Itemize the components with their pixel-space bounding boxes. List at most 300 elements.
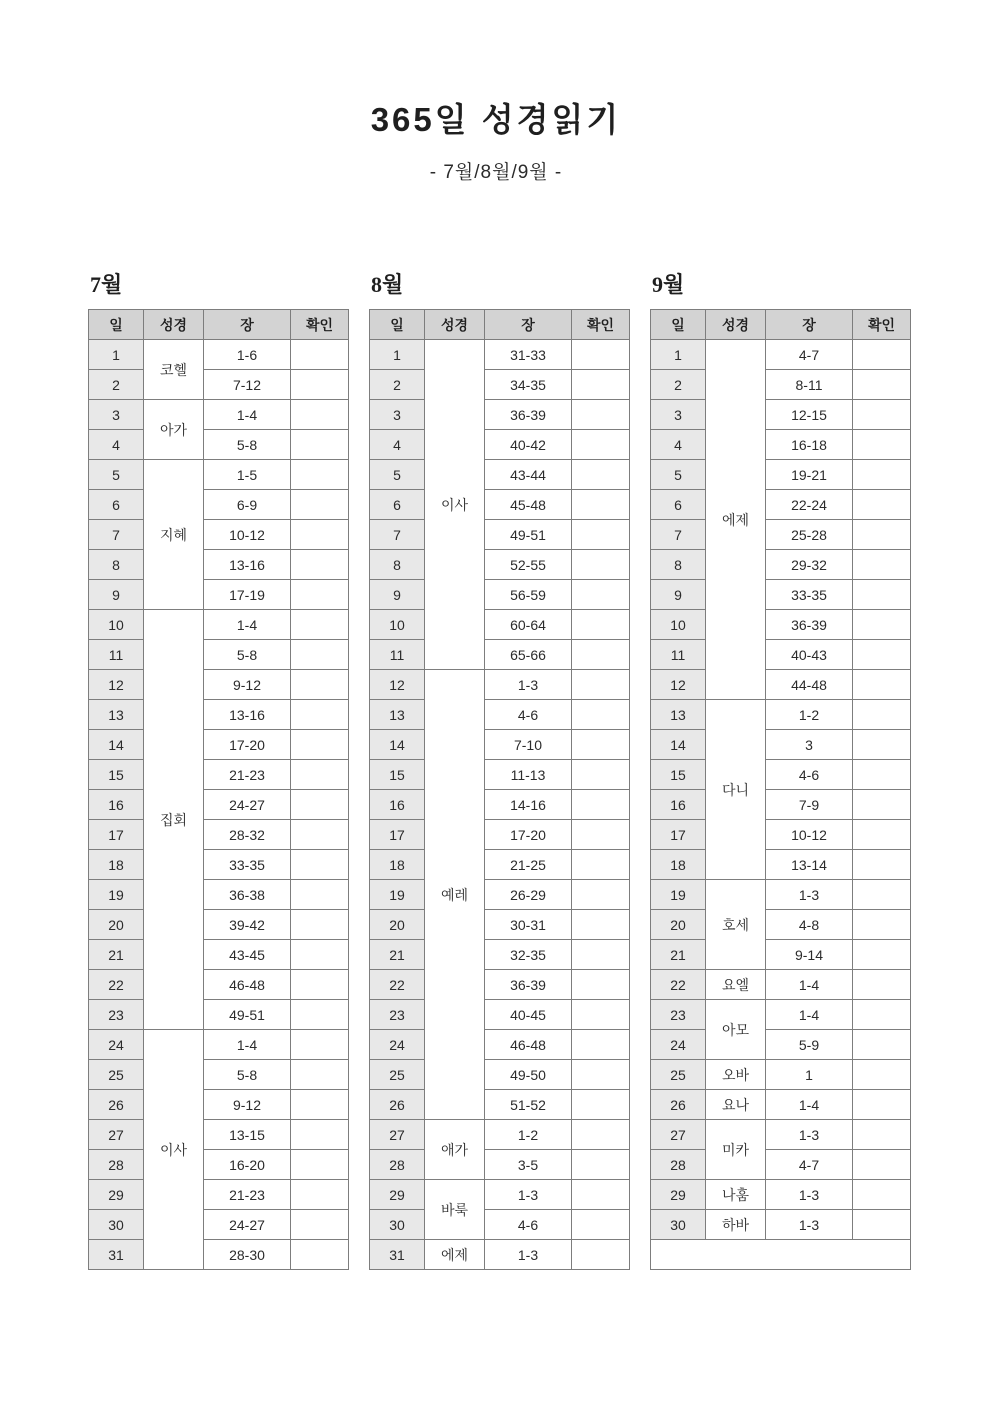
empty-row-cell [651,1240,911,1270]
day-cell: 3 [651,400,706,430]
check-cell [291,460,349,490]
table-row [370,880,630,910]
column-header: 확인 [572,310,630,340]
table-row [89,820,349,850]
book-cell: 에제 [425,1240,485,1270]
day-cell: 26 [89,1090,144,1120]
table-row [89,370,349,400]
check-cell [572,430,630,460]
check-cell [291,400,349,430]
table-row [370,940,630,970]
check-cell [572,1090,630,1120]
table-row [89,760,349,790]
table-row [370,490,630,520]
day-cell: 22 [89,970,144,1000]
table-row [89,460,349,490]
check-cell [291,670,349,700]
chapters-cell: 40-43 [766,640,853,670]
day-cell: 15 [651,760,706,790]
table-row [89,970,349,1000]
book-cell: 아가 [144,400,204,460]
day-cell: 14 [370,730,425,760]
table-row [651,760,911,790]
table-row [370,790,630,820]
chapters-cell: 26-29 [485,880,572,910]
chapters-cell: 1-4 [204,610,291,640]
check-cell [853,760,911,790]
chapters-cell: 17-20 [485,820,572,850]
column-header: 장 [485,310,572,340]
chapters-cell: 36-39 [485,400,572,430]
chapters-cell: 31-33 [485,340,572,370]
book-cell: 요엘 [706,970,766,1000]
chapters-cell: 9-12 [204,670,291,700]
chapters-cell: 46-48 [485,1030,572,1060]
chapters-cell: 60-64 [485,610,572,640]
day-cell: 29 [89,1180,144,1210]
table-row [370,1060,630,1090]
check-cell [291,340,349,370]
check-cell [291,1240,349,1270]
chapters-cell: 13-15 [204,1120,291,1150]
chapters-cell: 40-42 [485,430,572,460]
table-row [651,910,911,940]
check-cell [853,910,911,940]
table-row [370,700,630,730]
day-cell: 3 [89,400,144,430]
table-row [370,670,630,700]
check-cell [291,580,349,610]
day-cell: 23 [89,1000,144,1030]
check-cell [572,850,630,880]
chapters-cell: 1-4 [204,1030,291,1060]
table-row [651,700,911,730]
check-cell [572,1240,630,1270]
day-cell: 27 [651,1120,706,1150]
chapters-cell: 29-32 [766,550,853,580]
day-cell: 21 [89,940,144,970]
check-cell [572,490,630,520]
check-cell [291,970,349,1000]
chapters-cell: 7-12 [204,370,291,400]
day-cell: 25 [651,1060,706,1090]
table-row [370,370,630,400]
day-cell: 18 [89,850,144,880]
table-row [89,850,349,880]
check-cell [291,1180,349,1210]
chapters-cell: 10-12 [204,520,291,550]
table-row [89,730,349,760]
column-header: 성경 [144,310,204,340]
chapters-cell: 25-28 [766,520,853,550]
check-cell [291,730,349,760]
chapters-cell: 5-8 [204,430,291,460]
day-cell: 1 [370,340,425,370]
check-cell [291,1060,349,1090]
book-cell: 아모 [706,1000,766,1060]
book-cell: 다니 [706,700,766,880]
check-cell [291,370,349,400]
day-cell: 22 [651,970,706,1000]
table-row [651,640,911,670]
empty-row [651,1240,911,1270]
check-cell [853,670,911,700]
day-cell: 10 [370,610,425,640]
chapters-cell: 4-7 [766,1150,853,1180]
chapters-cell: 28-30 [204,1240,291,1270]
day-cell: 12 [89,670,144,700]
table-row [651,520,911,550]
chapters-cell: 52-55 [485,550,572,580]
book-cell: 이사 [144,1030,204,1270]
month-section [369,268,629,1270]
table-row [370,910,630,940]
table-row [89,1030,349,1060]
table-row [89,1060,349,1090]
table-row [89,430,349,460]
check-cell [572,820,630,850]
reading-plan-table [650,309,911,1270]
check-cell [291,790,349,820]
day-cell: 24 [89,1030,144,1060]
check-cell [291,490,349,520]
check-cell [291,910,349,940]
check-cell [291,1150,349,1180]
column-header: 장 [766,310,853,340]
month-section [650,268,910,1270]
check-cell [572,580,630,610]
day-cell: 24 [370,1030,425,1060]
table-row [89,700,349,730]
book-cell: 에제 [706,340,766,700]
book-cell: 예레 [425,670,485,1120]
check-cell [572,1180,630,1210]
day-cell: 20 [651,910,706,940]
table-row [89,1090,349,1120]
table-row [89,880,349,910]
check-cell [853,1150,911,1180]
chapters-cell: 5-8 [204,640,291,670]
check-cell [853,640,911,670]
chapters-cell: 1-4 [766,1090,853,1120]
column-header: 일 [651,310,706,340]
chapters-cell: 21-25 [485,850,572,880]
check-cell [572,460,630,490]
month-label: 7월 [90,272,123,297]
chapters-cell: 5-8 [204,1060,291,1090]
chapters-cell: 1 [766,1060,853,1090]
day-cell: 3 [370,400,425,430]
check-cell [853,940,911,970]
table-row [89,400,349,430]
check-cell [291,1000,349,1030]
day-cell: 27 [89,1120,144,1150]
chapters-cell: 24-27 [204,1210,291,1240]
day-cell: 14 [651,730,706,760]
chapters-cell: 40-45 [485,1000,572,1030]
day-cell: 10 [651,610,706,640]
day-cell: 22 [370,970,425,1000]
day-cell: 26 [651,1090,706,1120]
check-cell [572,730,630,760]
day-cell: 9 [651,580,706,610]
book-cell: 하바 [706,1210,766,1240]
table-row [370,970,630,1000]
table-row [651,1150,911,1180]
chapters-cell: 4-6 [485,1210,572,1240]
table-row [89,1000,349,1030]
check-cell [853,580,911,610]
day-cell: 20 [89,910,144,940]
table-row [89,1210,349,1240]
table-row [89,520,349,550]
table-row [651,340,911,370]
table-row [89,1240,349,1270]
chapters-cell: 17-19 [204,580,291,610]
chapters-cell: 3 [766,730,853,760]
check-cell [291,880,349,910]
day-cell: 29 [370,1180,425,1210]
day-cell: 11 [651,640,706,670]
day-cell: 30 [89,1210,144,1240]
day-cell: 19 [651,880,706,910]
day-cell: 30 [370,1210,425,1240]
check-cell [853,700,911,730]
check-cell [853,850,911,880]
chapters-cell: 51-52 [485,1090,572,1120]
chapters-cell: 33-35 [204,850,291,880]
day-cell: 2 [370,370,425,400]
check-cell [291,520,349,550]
day-cell: 14 [89,730,144,760]
day-cell: 23 [370,1000,425,1030]
chapters-cell: 17-20 [204,730,291,760]
check-cell [291,1090,349,1120]
table-row [89,490,349,520]
check-cell [572,1120,630,1150]
reading-plan-table [369,309,630,1270]
table-row [651,940,911,970]
table-row [370,760,630,790]
day-cell: 18 [651,850,706,880]
chapters-cell: 39-42 [204,910,291,940]
chapters-cell: 34-35 [485,370,572,400]
check-cell [853,970,911,1000]
day-cell: 31 [89,1240,144,1270]
chapters-cell: 14-16 [485,790,572,820]
chapters-cell: 1-3 [766,1180,853,1210]
table-row [370,730,630,760]
chapters-cell: 1-4 [766,1000,853,1030]
check-cell [572,1150,630,1180]
page-title: 365일 성경읽기 [370,101,622,138]
check-cell [853,520,911,550]
chapters-cell: 9-12 [204,1090,291,1120]
table-row [651,670,911,700]
check-cell [291,610,349,640]
month-label: 9월 [652,272,685,297]
check-cell [572,550,630,580]
day-cell: 4 [651,430,706,460]
day-cell: 1 [651,340,706,370]
day-cell: 7 [89,520,144,550]
book-cell: 오바 [706,1060,766,1090]
table-row [651,1210,911,1240]
day-cell: 16 [89,790,144,820]
check-cell [572,370,630,400]
day-cell: 16 [651,790,706,820]
day-cell: 8 [370,550,425,580]
day-cell: 28 [651,1150,706,1180]
check-cell [853,340,911,370]
chapters-cell: 21-23 [204,1180,291,1210]
chapters-cell: 44-48 [766,670,853,700]
chapters-cell: 8-11 [766,370,853,400]
check-cell [291,1030,349,1060]
day-cell: 23 [651,1000,706,1030]
chapters-cell: 9-14 [766,940,853,970]
table-row [370,520,630,550]
check-cell [853,1060,911,1090]
chapters-cell: 7-10 [485,730,572,760]
check-cell [572,790,630,820]
chapters-cell: 16-18 [766,430,853,460]
chapters-cell: 45-48 [485,490,572,520]
check-cell [853,790,911,820]
table-row [370,850,630,880]
check-cell [291,700,349,730]
chapters-cell: 6-9 [204,490,291,520]
table-row [651,880,911,910]
chapters-cell: 21-23 [204,760,291,790]
check-cell [853,1030,911,1060]
chapters-cell: 1-2 [766,700,853,730]
chapters-cell: 36-39 [766,610,853,640]
day-cell: 25 [89,1060,144,1090]
check-cell [572,640,630,670]
table-row [89,610,349,640]
table-row [651,550,911,580]
check-cell [853,430,911,460]
table-row [370,820,630,850]
table-row [651,1120,911,1150]
chapters-cell: 1-4 [766,970,853,1000]
column-header: 성경 [425,310,485,340]
day-cell: 13 [651,700,706,730]
chapters-cell: 33-35 [766,580,853,610]
chapters-cell: 56-59 [485,580,572,610]
table-row [370,580,630,610]
table-row [651,1090,911,1120]
day-cell: 12 [651,670,706,700]
day-cell: 28 [89,1150,144,1180]
table-row [651,1030,911,1060]
table-row [89,1180,349,1210]
table-row [370,640,630,670]
chapters-cell: 49-50 [485,1060,572,1090]
book-cell: 집회 [144,610,204,1030]
table-row [651,430,911,460]
page-subtitle: - 7월/8월/9월 - [429,162,563,183]
day-cell: 5 [370,460,425,490]
table-row [651,1000,911,1030]
check-cell [853,730,911,760]
chapters-cell: 28-32 [204,820,291,850]
chapters-cell: 12-15 [766,400,853,430]
table-row [89,790,349,820]
day-cell: 17 [89,820,144,850]
book-cell: 바룩 [425,1180,485,1240]
day-cell: 21 [651,940,706,970]
check-cell [572,760,630,790]
day-cell: 15 [89,760,144,790]
check-cell [853,460,911,490]
table-row [651,790,911,820]
table-row [370,460,630,490]
check-cell [572,1000,630,1030]
day-cell: 17 [370,820,425,850]
day-cell: 28 [370,1150,425,1180]
table-row [370,1090,630,1120]
table-row [651,460,911,490]
table-row [370,1210,630,1240]
table-row [370,1180,630,1210]
check-cell [291,760,349,790]
month-label: 8월 [371,272,404,297]
chapters-cell: 19-21 [766,460,853,490]
table-row [370,1030,630,1060]
chapters-cell: 43-44 [485,460,572,490]
table-row [89,640,349,670]
chapters-cell: 49-51 [204,1000,291,1030]
day-cell: 2 [89,370,144,400]
chapters-cell: 1-3 [485,1180,572,1210]
chapters-cell: 1-3 [766,880,853,910]
check-cell [853,1120,911,1150]
day-cell: 15 [370,760,425,790]
chapters-cell: 49-51 [485,520,572,550]
check-cell [291,850,349,880]
table-row [370,550,630,580]
chapters-cell: 4-6 [766,760,853,790]
day-cell: 17 [651,820,706,850]
day-cell: 9 [370,580,425,610]
day-cell: 12 [370,670,425,700]
table-row [651,400,911,430]
day-cell: 6 [370,490,425,520]
day-cell: 9 [89,580,144,610]
book-cell: 나훔 [706,1180,766,1210]
chapters-cell: 11-13 [485,760,572,790]
day-cell: 16 [370,790,425,820]
table-row [89,940,349,970]
table-row [89,1150,349,1180]
day-cell: 30 [651,1210,706,1240]
table-row [651,1060,911,1090]
check-cell [853,370,911,400]
check-cell [572,1210,630,1240]
table-row [370,610,630,640]
table-row [370,400,630,430]
check-cell [572,880,630,910]
day-cell: 21 [370,940,425,970]
day-cell: 7 [370,520,425,550]
check-cell [853,550,911,580]
book-cell: 지혜 [144,460,204,610]
chapters-cell: 24-27 [204,790,291,820]
table-row [89,910,349,940]
check-cell [853,610,911,640]
